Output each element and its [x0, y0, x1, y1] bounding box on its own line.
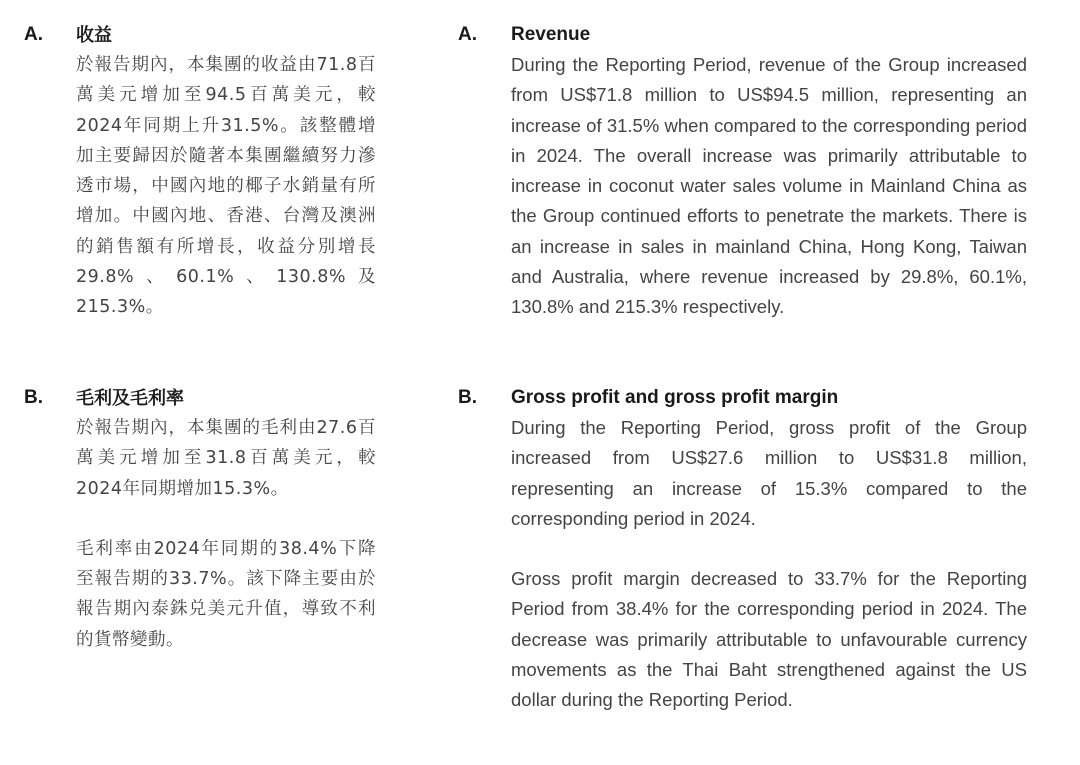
- en-gross-margin-paragraph: Gross profit margin decreased to 33.7% for the Reporting Period from 38.4% for the corresponding period in 2024. The decrease was primarily attributable to unfavourable currency movements as the Thai Baht strengthened against the US dollar during the Reporting Period.: [511, 568, 1027, 711]
- en-section-a-content: [511, 20, 1027, 323]
- zh-section-a-letter: A.: [24, 24, 43, 45]
- zh-gross-profit-paragraph: 於報告期內，本集團的毛利由27.6百萬美元增加至31.8百萬美元，較2024年同期增加15.3%。: [76, 418, 376, 499]
- zh-section-b-content: [76, 383, 376, 655]
- en-gross-profit-heading: Gross profit and gross profit margin: [511, 387, 839, 408]
- en-section-a-letter: A.: [458, 24, 477, 45]
- zh-revenue-paragraph: 於報告期內，本集團的收益由71.8百萬美元增加至94.5百萬美元，較2024年同期上升31.5%。該整體增加主要歸因於隨著本集團繼續努力滲透市場，中國內地的椰子水銷量有所增加。中國內地、香港、台灣及澳洲的銷售額有所增長，收益分別增長29.8%、60.1%、130.8%及215.3%。: [76, 55, 376, 318]
- en-revenue-heading: Revenue: [511, 24, 591, 45]
- en-section-b-content: [511, 383, 1027, 716]
- zh-revenue-heading: 收益: [76, 25, 112, 45]
- zh-section-a-content: [76, 20, 376, 323]
- en-section-b-letter: B.: [458, 387, 477, 408]
- en-revenue-paragraph: During the Reporting Period, revenue of the Group increased from US$71.8 million to US$94.5 million, representing an increase of 31.5% when compared to the corresponding period in 2024. The overall increase was primarily attributable to increase in coconut water sales volume in Mainland China as the Group continued efforts to penetrate the markets. There is an increase in sales in mainland China, Hong Kong, Taiwan and Australia, where revenue increased by 29.8%, 60.1%, 130.8% and 215.3% respectively.: [511, 54, 1027, 318]
- zh-gross-margin-paragraph: 毛利率由2024年同期的38.4%下降至報告期的33.7%。該下降主要由於報告期內泰銖兑美元升值，導致不利的貨幣變動。: [76, 538, 376, 650]
- zh-gross-profit-heading: 毛利及毛利率: [76, 388, 184, 408]
- zh-section-b-letter: B.: [24, 387, 43, 408]
- en-gross-profit-paragraph: During the Reporting Period, gross profit of the Group increased from US$27.6 million to US$31.8 million, representing an increase of 15.3% compared to the corresponding period in 2024.: [511, 417, 1027, 529]
